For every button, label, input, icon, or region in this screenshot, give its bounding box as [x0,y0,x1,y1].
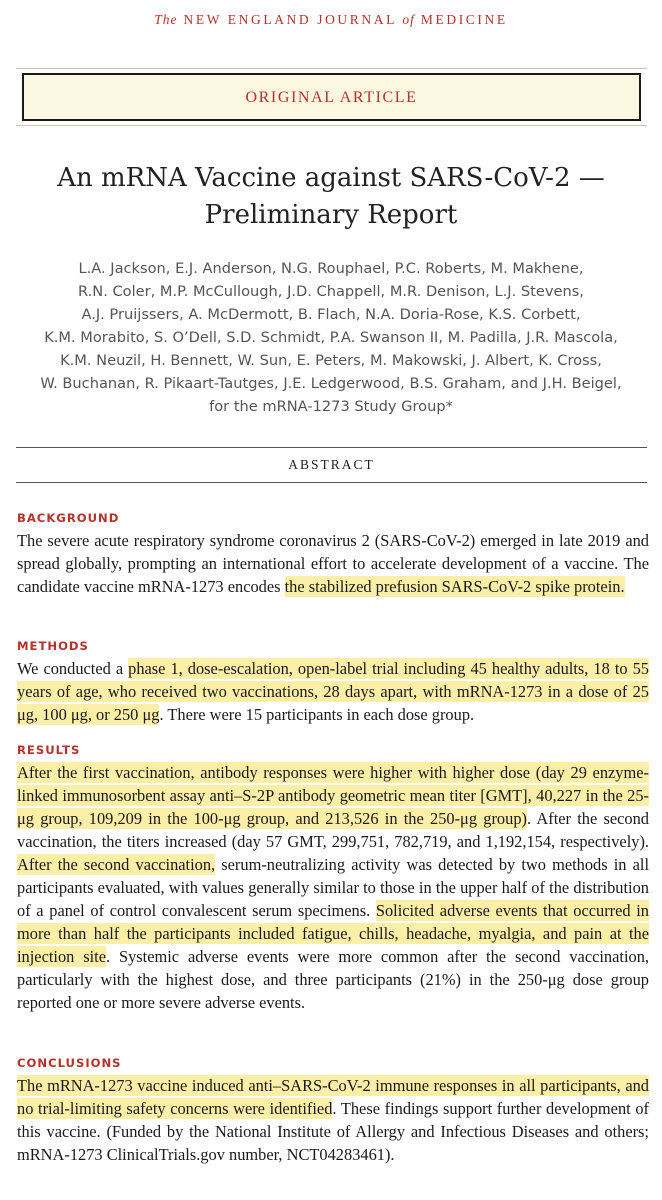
journal-of: of [402,12,415,27]
results-label: RESULTS [17,743,81,757]
results-text-plain-2: serum-neutralizing activity was detected by two methods in all participants evaluated, with values generally similar to those in the upper half of the distribution of a panel of control convalescent serum specimens. [17,855,649,920]
article-title [0,160,662,234]
background-text-plain: The severe acute respiratory syndrome coronavirus 2 (SARS-CoV-2) emerged in late 2019 and spread globally, prompting an international effort to accelerate development of a vaccine. The candidate vaccine mRNA-1273 encodes [17,531,649,596]
author-line: R.N. Coler, M.P. McCullough, J.D. Chappell, M.R. Denison, L.J. Stevens, [78,283,584,300]
title-line-1: An mRNA Vaccine against SARS-CoV-2 — [57,163,605,193]
background-text [17,529,649,598]
results-text-plain-1: . After the second vaccination, the titers increased (day 57 GMT, 299,751, 782,719, and 1,192,154, respectively). [17,809,650,851]
conclusions-highlight: The mRNA-1273 vaccine induced anti–SARS-CoV-2 immune responses in all participants, and no trial-limiting safety concerns were identified [17,1076,649,1118]
author-line: K.M. Neuzil, H. Bennett, W. Sun, E. Peters, M. Makowski, J. Albert, K. Cross, [60,352,602,369]
results-highlight-1: After the first vaccination, antibody responses were higher with higher dose (day 29 enzyme-linked immunosorbent assay anti–S-2P antibody geometric mean titer [GMT], 40,227 in the 25-μg group, 109,209 in the 100-μg group, and 213,526 in the 250-μg group) [17,763,649,828]
methods-label: METHODS [17,639,89,653]
conclusions-text-plain: . These findings support further development of this vaccine. (Funded by the National Institute of Allergy and Infectious Diseases and others; mRNA-1273 ClinicalTrials.gov number, NCT04283461). [17,1099,649,1164]
results-text [17,761,649,1014]
conclusions-label: CONCLUSIONS [17,1056,122,1070]
author-line: W. Buchanan, R. Pikaart-Tautges, J.E. Ledgerwood, B.S. Graham, and J.H. Beigel, [40,375,622,392]
results-highlight-3: Solicited adverse events that occurred in more than half the participants included fatigue, chills, headache, myalgia, and pain at the injection site [17,901,650,966]
article-type-banner [16,68,647,126]
methods-text-plain-2: . There were 15 participants in each dose group. [159,705,475,724]
author-line: L.A. Jackson, E.J. Anderson, N.G. Rouphael, P.C. Roberts, M. Makhene, [78,260,584,277]
journal-prefix: The [154,12,178,27]
conclusions-section [17,1056,649,1166]
journal-masthead [0,12,662,28]
author-line: K.M. Morabito, S. O’Dell, S.D. Schmidt, P.A. Swanson II, M. Padilla, J.R. Mascola, [44,329,618,346]
author-line: for the mRNA-1273 Study Group* [209,398,453,415]
article-type-label: ORIGINAL ARTICLE [22,73,641,121]
methods-highlight: phase 1, dose-escalation, open-label trial including 45 healthy adults, 18 to 55 years of age, who received two vaccinations, 28 days apart, with mRNA-1273 in a dose of 25 μg, 100 μg, or 250 μg [17,659,649,724]
background-highlight: the stabilized prefusion SARS-CoV-2 spike protein. [284,577,625,596]
methods-text [17,657,649,726]
abstract-heading: ABSTRACT [16,447,647,483]
methods-text-plain: We conducted a [17,659,129,678]
results-text-plain-3: . Systemic adverse events were more common after the second vaccination, particularly with the highest dose, and three participants (21%) in the 250-μg dose group reported one or more severe adverse events. [17,947,649,1012]
author-list [0,257,662,418]
journal-suffix: MEDICINE [420,12,508,27]
journal-name: NEW ENGLAND JOURNAL [183,12,397,27]
results-highlight-2: After the second vaccination, [17,855,216,874]
conclusions-text [17,1074,649,1166]
author-line: A.J. Pruijssers, A. McDermott, B. Flach, N.A. Doria-Rose, K.S. Corbett, [81,306,581,323]
methods-section [17,639,649,726]
results-section [17,743,649,1014]
title-line-2: Preliminary Report [204,200,458,230]
background-section [17,511,649,598]
background-label: BACKGROUND [17,511,120,525]
